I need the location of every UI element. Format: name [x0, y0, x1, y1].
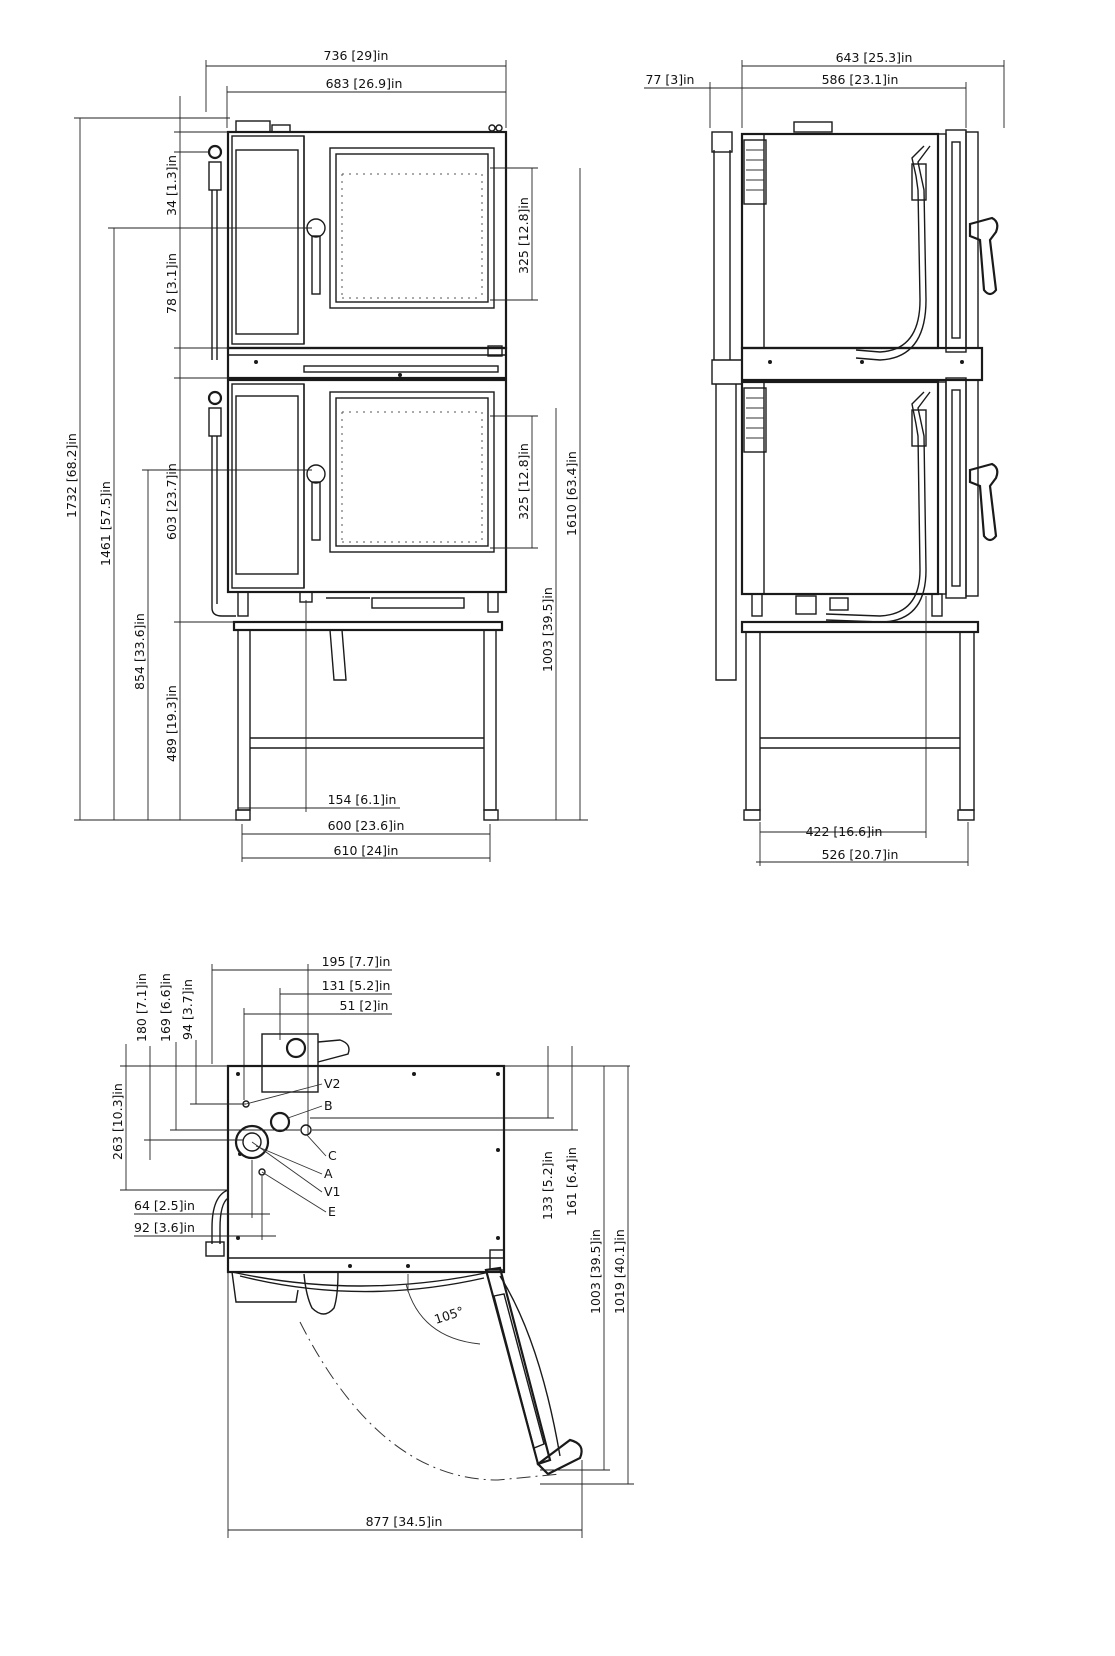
- dim-top-133: 133 [5.2]in: [540, 1151, 555, 1220]
- dim-width-610: 610 [24]in: [333, 843, 399, 858]
- dim-top-131: 131 [5.2]in: [321, 978, 391, 993]
- dim-top-161: 161 [6.4]in: [564, 1147, 579, 1216]
- connection-v1-label: V1: [324, 1184, 341, 1199]
- dim-top-263: 263 [10.3]in: [110, 1083, 125, 1160]
- dim-top-180: 180 [7.1]in: [134, 973, 149, 1042]
- dim-height-325-top: 325 [12.8]in: [516, 197, 531, 274]
- connection-c-label: C: [328, 1148, 337, 1163]
- dim-height-854: 854 [33.6]in: [132, 613, 147, 690]
- door-angle-label: 105°: [432, 1303, 466, 1327]
- dim-side-422: 422 [16.6]in: [805, 824, 883, 839]
- connection-b-label: B: [324, 1098, 333, 1113]
- dim-top-1019: 1019 [40.1]in: [612, 1229, 627, 1314]
- dim-height-603: 603 [23.7]in: [164, 463, 179, 540]
- dim-width-600: 600 [23.6]in: [327, 818, 405, 833]
- dim-height-78: 78 [3.1]in: [164, 253, 179, 314]
- dim-height-489: 489 [19.3]in: [164, 685, 179, 762]
- dim-top-877: 877 [34.5]in: [365, 1514, 443, 1529]
- dim-height-1610: 1610 [63.4]in: [564, 451, 579, 536]
- dim-height-1732: 1732 [68.2]in: [64, 433, 79, 518]
- dim-side-586: 586 [23.1]in: [821, 72, 899, 87]
- dim-top-51: 51 [2]in: [339, 998, 389, 1013]
- dim-width-total: 736 [29]in: [323, 48, 389, 63]
- connection-a-label: A: [324, 1166, 333, 1181]
- dim-top-195: 195 [7.7]in: [321, 954, 391, 969]
- dim-height-325-bottom: 325 [12.8]in: [516, 443, 531, 520]
- dim-height-1461: 1461 [57.5]in: [98, 481, 113, 566]
- dim-height-1003: 1003 [39.5]in: [540, 587, 555, 672]
- dim-top-169: 169 [6.6]in: [158, 973, 173, 1042]
- dim-side-526: 526 [20.7]in: [821, 847, 899, 862]
- dim-height-34: 34 [1.3]in: [164, 155, 179, 216]
- dim-top-64: 64 [2.5]in: [134, 1198, 195, 1213]
- dim-top-92: 92 [3.6]in: [134, 1220, 195, 1235]
- side-view: [644, 50, 1004, 866]
- dim-width-154: 154 [6.1]in: [327, 792, 397, 807]
- dim-width-body: 683 [26.9]in: [325, 76, 403, 91]
- connection-e-label: E: [328, 1204, 336, 1219]
- connection-v2-label: V2: [324, 1076, 341, 1091]
- dim-top-94: 94 [3.7]in: [180, 979, 195, 1040]
- dim-side-643: 643 [25.3]in: [835, 50, 913, 65]
- front-view: [64, 48, 588, 862]
- dim-top-1003: 1003 [39.5]in: [588, 1229, 603, 1314]
- dim-side-77: 77 [3]in: [645, 72, 695, 87]
- top-view: [110, 954, 634, 1538]
